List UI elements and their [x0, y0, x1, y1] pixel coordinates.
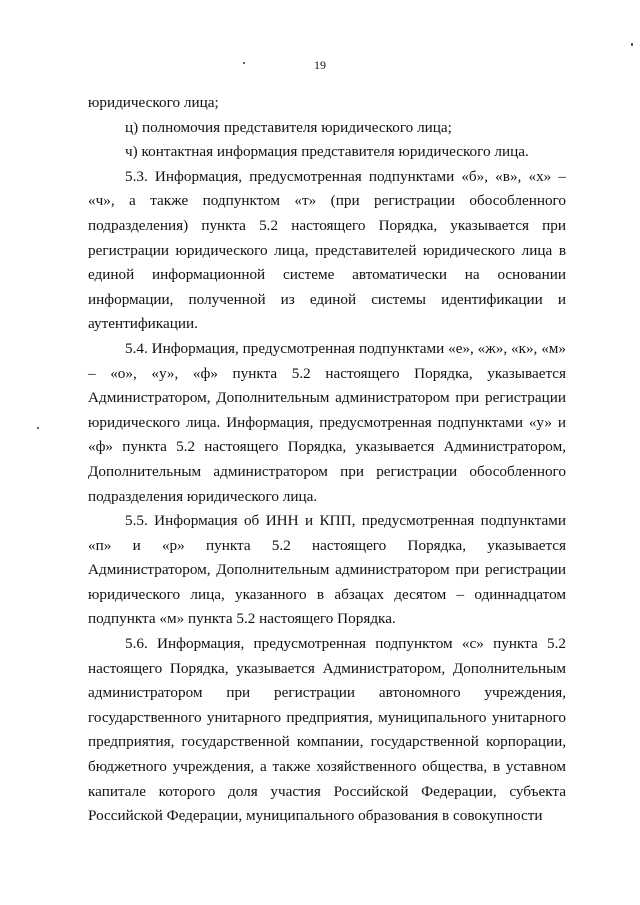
- page-number: 19: [314, 58, 326, 72]
- paragraph-5-3: 5.3. Информация, предусмотренная подпунктами «б», «в», «х» – «ч», а также подпунктом «т» (при регистрации обособленного подразделения) пункта 5.2 настоящего Порядка, указывается при регистрации юридического лица, представителей юридического лица в единой информационной системе автоматически на основании информации, полученной из единой системы идентификации и аутентификации.: [88, 167, 566, 333]
- scan-speck: [631, 43, 633, 46]
- scan-speck: [243, 62, 245, 64]
- paragraph-5-6: 5.6. Информация, предусмотренная подпунктом «с» пункта 5.2 настоящего Порядка, указывается Администратором, Дополнительным администратором при регистрации автономного учреждения, государственного унитарного предприятия, муниципального унитарного предприятия, государственной компании, государственной корпорации, бюджетного учреждения, а также хозяйственного общества, в уставном капитале которого доля участия Российской Федерации, субъекта Российской Федерации, муниципального образования в совокупности: [88, 635, 566, 825]
- scan-speck: [37, 427, 39, 429]
- paragraph-continuation: юридического лица;: [88, 94, 219, 111]
- list-item-ch: ч) контактная информация представителя юридического лица.: [125, 143, 529, 161]
- paragraph-5-4: 5.4. Информация, предусмотренная подпунктами «е», «ж», «к», «м» – «о», «у», «ф» пункта 5.2 настоящего Порядка, указывается Администратором, Дополнительным администратором при регистрации юридического лица. Информация, предусмотренная подпунктами «у» и «ф» пункта 5.2 настоящего Порядка, указывается Администратором, Дополнительным администратором при регистрации обособленного подразделения юридического лица.: [88, 339, 566, 505]
- document-body: [88, 91, 566, 829]
- paragraph-5-5: 5.5. Информация об ИНН и КПП, предусмотренная подпунктами «п» и «р» пункта 5.2 настоящего Порядка, указывается Администратором, Дополнительным администратором при регистрации юридического лица, указанного в абзацах десятом – одиннадцатом подпункта «м» пункта 5.2 настоящего Порядка.: [88, 512, 566, 628]
- list-item-ts: ц) полномочия представителя юридического лица;: [125, 118, 452, 136]
